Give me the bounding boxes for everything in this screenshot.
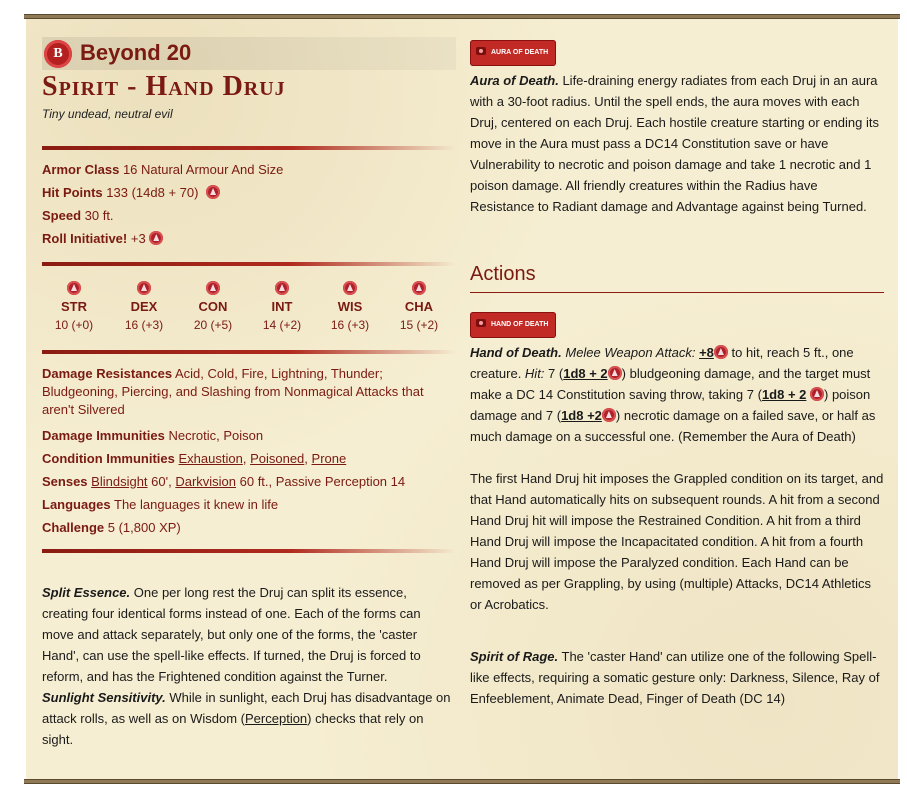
ability-dex[interactable]: DEX 16 (+3) <box>114 281 174 332</box>
actions-divider <box>470 292 884 293</box>
d20-die-icon[interactable] <box>412 281 426 295</box>
condition-link[interactable]: Exhaustion <box>178 451 243 466</box>
d20-die-icon[interactable] <box>149 231 163 245</box>
challenge: Challenge 5 (1,800 XP) <box>42 520 181 535</box>
parchment <box>26 19 898 779</box>
beyond20-header <box>42 37 456 70</box>
sense-link[interactable]: Blindsight <box>91 474 148 489</box>
ability-con[interactable]: CON 20 (+5) <box>183 281 243 332</box>
aura-of-death-button[interactable]: AURA OF DEATH <box>470 40 556 66</box>
d20-die-icon[interactable] <box>137 281 151 295</box>
aura-of-death-text: Aura of Death. Life-draining energy radiates from each Druj in an aura with a 30-foot radius. Until the spell ends, the aura moves with each Druj, centered on each Druj. Each hostile creature starting or ending its move in the Aura must pass a DC14 Constitution save or have Vulnerability to necrotic and poison damage and take 1 necrotic and 1 poison damage. All friendly creatures within the Radius have Resistance to Radiant damage and Advantage against being Turned. <box>470 73 879 214</box>
actions-heading: Actions <box>470 263 536 285</box>
languages: Languages The languages it knew in life <box>42 497 279 512</box>
d20-die-icon[interactable] <box>67 281 81 295</box>
trait-spirit-of-rage: Spirit of Rage. The 'caster Hand' can utilize one of the following Spell-like effects, requiring a somatic gesture only: Darkness, Silence, Ray of Enfeeblement, Animate Dead, Finger of Death (DC 14) <box>470 649 880 706</box>
condition-link[interactable]: Prone <box>311 451 347 466</box>
skill-link[interactable]: Perception <box>245 711 308 726</box>
damage-roll[interactable]: 1d8 +2 <box>561 408 602 423</box>
damage-resistances: Damage Resistances Acid, Cold, Fire, Lightning, Thunder; Bludgeoning, Piercing, and Slashing from Nonmagical Attacks that aren't Silvered <box>42 366 424 417</box>
hand-of-death-text: Hand of Death. Melee Weapon Attack: +8 to hit, reach 5 ft., one creature. Hit: 7 (1d8 + 2 ) bludgeoning damage, and the target must make a DC 14 Constitution saving throw, taking 7 (1d8 + 2 ) poison damage and 7 (1d8 +2 ) necrotic damage on a failed save, or half as much damage on a successful one. (Remember the Aura of Death) <box>470 345 876 444</box>
trait-sunlight-sensitivity: Sunlight Sensitivity. While in sunlight, each Druj has disadvantage on attack rolls, as well as on Wisdom (Perception) checks that rely on sight. <box>42 690 451 747</box>
armor-class: Armor Class 16 Natural Armour And Size <box>42 162 284 177</box>
bottom-border <box>24 779 900 784</box>
condition-immunities: Condition Immunities Exhaustion, Poisoned, Prone <box>42 451 347 466</box>
d20-die-icon[interactable] <box>206 185 220 199</box>
d20-die-icon[interactable] <box>206 281 220 295</box>
beyond20-logo: B <box>44 40 72 68</box>
d20-die-icon[interactable] <box>810 387 824 401</box>
d20-die-icon[interactable] <box>714 345 728 359</box>
monster-name: Spirit - Hand Druj <box>42 71 286 102</box>
ability-wis[interactable]: WIS 16 (+3) <box>320 281 380 332</box>
divider <box>42 350 456 354</box>
initiative-roll[interactable]: Roll Initiative! +3 <box>42 231 163 246</box>
condition-link[interactable]: Poisoned <box>250 451 305 466</box>
divider <box>42 262 456 266</box>
sense-link[interactable]: Darkvision <box>175 474 237 489</box>
d20-die-icon[interactable] <box>608 366 622 380</box>
action-tag-icon <box>476 319 486 327</box>
damage-roll[interactable]: 1d8 + 2 <box>563 366 608 381</box>
hand-of-death-button[interactable]: HAND OF DEATH <box>470 312 556 338</box>
ability-str[interactable]: STR 10 (+0) <box>44 281 104 332</box>
speed: Speed 30 ft. <box>42 208 114 223</box>
ability-int[interactable]: INT 14 (+2) <box>252 281 312 332</box>
trait-split-essence: Split Essence. One per long rest the Druj can split its essence, creating four identical forms instead of one. Each of the forms can move and attack separately, but only one of the forms, the 'caster Hand', can use the spell-like effects. If turned, the Druj is forced to reform, and has the Frightened condition against the Turner. <box>42 585 421 684</box>
ability-cha[interactable]: CHA 15 (+2) <box>389 281 449 332</box>
divider <box>42 549 456 553</box>
spell-tag-icon <box>476 47 486 55</box>
to-hit-roll[interactable]: +8 <box>699 345 714 360</box>
d20-die-icon[interactable] <box>343 281 357 295</box>
divider <box>42 146 456 150</box>
senses: Senses Blindsight 60', Darkvision 60 ft., Passive Perception 14 <box>42 474 406 489</box>
brand-name: Beyond 20 <box>80 40 192 65</box>
damage-roll[interactable]: 1d8 + 2 <box>761 387 807 402</box>
hit-points: Hit Points 133 (14d8 + 70) <box>42 185 220 200</box>
d20-die-icon[interactable] <box>602 408 616 422</box>
hand-of-death-details: The first Hand Druj hit imposes the Grappled condition on its target, and that Hand automatically hits on subsequent rounds. A hit from a second Hand Druj hit will impose the Restrained Condition. A hit from a third Hand Druj will impose the Incapacitated condition. A hit from a fourth Hand Druj will impose the Paralyzed condition. Each Hand can be removed as per Grappling, by using (multiple) Attacks, DC14 Athletics or Acrobatics. <box>470 471 884 612</box>
ability-scores <box>42 281 456 343</box>
stat-block-frame <box>24 14 900 784</box>
monster-meta: Tiny undead, neutral evil <box>42 107 173 121</box>
damage-immunities: Damage Immunities Necrotic, Poison <box>42 428 264 443</box>
d20-die-icon[interactable] <box>275 281 289 295</box>
